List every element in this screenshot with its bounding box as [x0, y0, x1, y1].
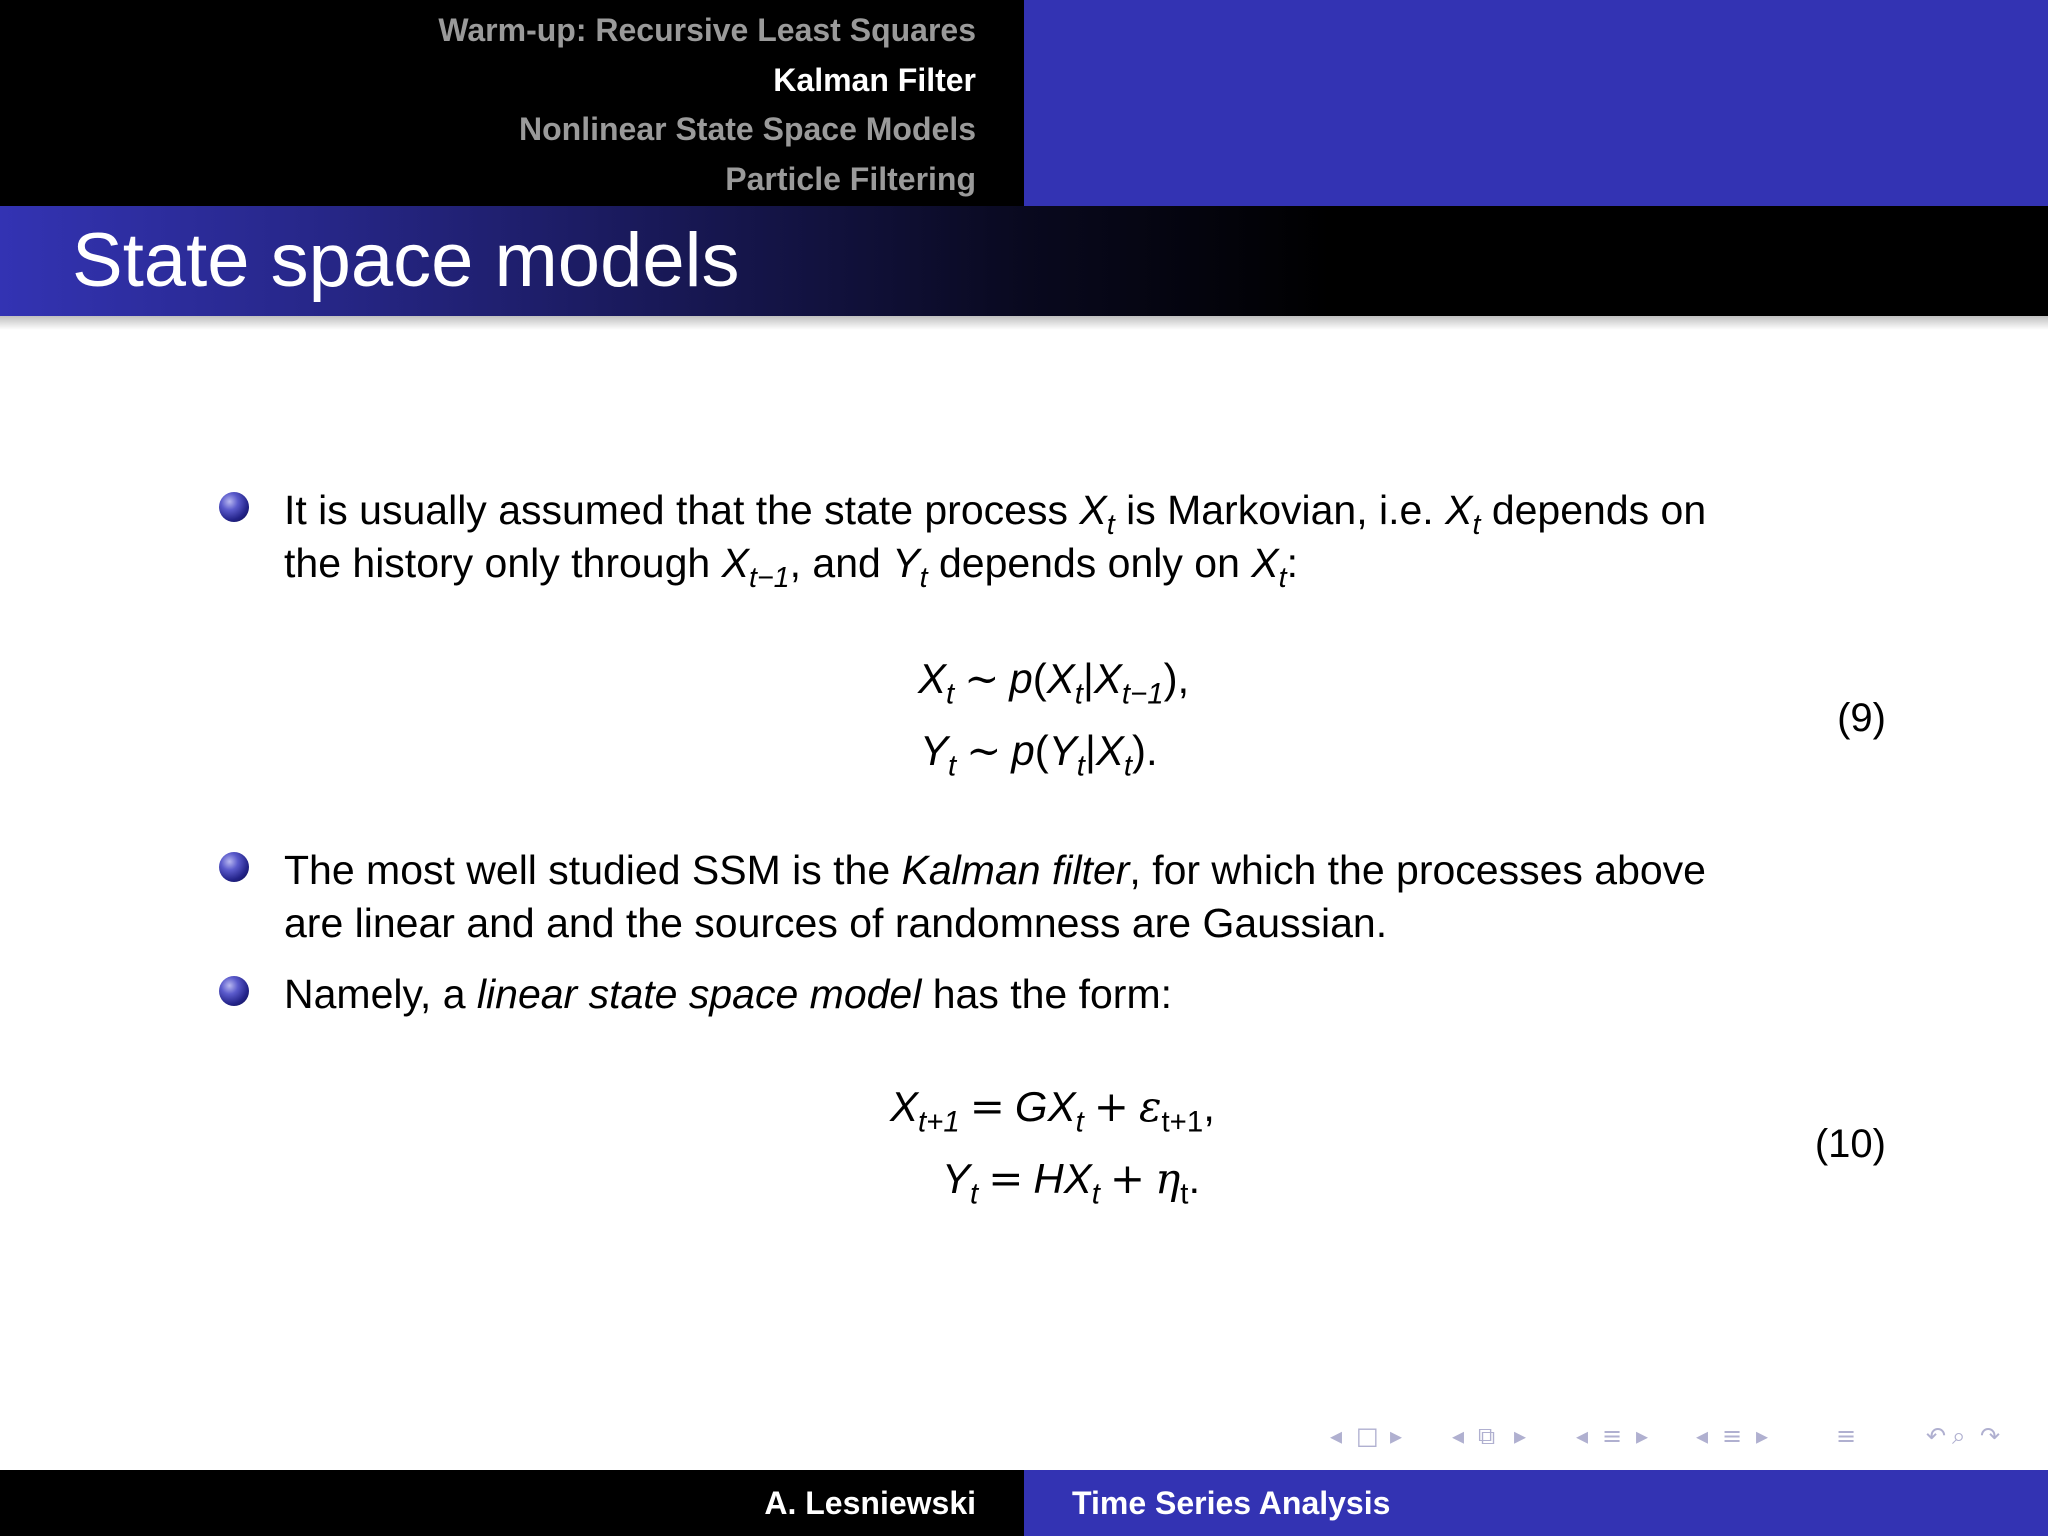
nav-forward-icon[interactable]: ↷ [1980, 1422, 2001, 1450]
bullet-icon [219, 852, 249, 882]
bullet-icon [219, 976, 249, 1006]
equation-10-number: (10) [1814, 1122, 1886, 1166]
navigation-symbols [1330, 1422, 2030, 1458]
nav-subsection-icon[interactable]: ≡ [1602, 1422, 1623, 1450]
bullet-1-text [284, 484, 1924, 595]
nav-prev-subsection-icon[interactable]: ◂ [1576, 1422, 1589, 1450]
nav-prev-slide-icon[interactable]: ◂ [1330, 1422, 1343, 1450]
nav-search-icon[interactable]: ⌕ [1952, 1422, 1966, 1450]
section-link-rls[interactable]: Warm-up: Recursive Least Squares [438, 12, 976, 48]
footer-author: A. Lesniewski [764, 1485, 976, 1521]
nav-back-icon[interactable]: ↶ [1926, 1422, 1947, 1450]
bullet-2-line-1: The most well studied SSM is the Kalman filter, for which the processes above [284, 847, 1706, 893]
nav-prev-section-icon[interactable]: ◂ [1696, 1422, 1709, 1450]
bullet-1-line-2: the history only through $X_{t-1}$, and $Y_t$ depends only on $X_t$: [284, 540, 1299, 595]
bullet-icon [219, 492, 249, 522]
equation-10-line-2: $Y_t = HX_t + \eta_t$. [942, 1154, 1201, 1211]
nav-next-frame-icon[interactable]: ▸ [1514, 1422, 1527, 1450]
section-link-nonlinear[interactable]: Nonlinear State Space Models [518, 111, 976, 147]
nav-frame-icon[interactable]: ⧉ [1478, 1422, 1496, 1450]
section-link-kalman[interactable]: Kalman Filter [773, 61, 976, 98]
bullet-1-line-1: It is usually assumed that the state process $X_t$ is Markovian, i.e. $X_t$ depends on [284, 487, 1707, 542]
equation-10-line-1: $X_{t+1} = GX_t + \varepsilon_{t+1}$, [890, 1082, 1215, 1139]
bullet-2-line-2: are linear and and the sources of randomness are Gaussian. [284, 900, 1388, 946]
bullet-2-text [284, 844, 1924, 950]
equation-9-line-1: $X_t$ ∼ $p(X_t|X_{t-1})$, [918, 654, 1190, 711]
frame-title: State space models [72, 218, 740, 303]
equation-9-line-2: $Y_t$ ∼ $p(Y_t|X_t)$. [920, 726, 1158, 783]
nav-next-slide-icon[interactable]: ▸ [1390, 1422, 1403, 1450]
section-link-particle[interactable]: Particle Filtering [725, 160, 976, 197]
footer-title: Time Series Analysis [1072, 1485, 1391, 1521]
nav-section-icon[interactable]: ≡ [1722, 1422, 1743, 1450]
nav-slide-icon[interactable]: □ [1356, 1422, 1379, 1450]
nav-next-subsection-icon[interactable]: ▸ [1636, 1422, 1649, 1450]
equation-9-number: (9) [1837, 696, 1886, 740]
bullet-3-line-1: Namely, a linear state space model has the form: [284, 971, 1173, 1017]
nav-prev-frame-icon[interactable]: ◂ [1452, 1422, 1465, 1450]
nav-next-section-icon[interactable]: ▸ [1756, 1422, 1769, 1450]
bullet-3-text [284, 968, 1924, 1021]
nav-document-icon[interactable]: ≡ [1836, 1422, 1857, 1450]
